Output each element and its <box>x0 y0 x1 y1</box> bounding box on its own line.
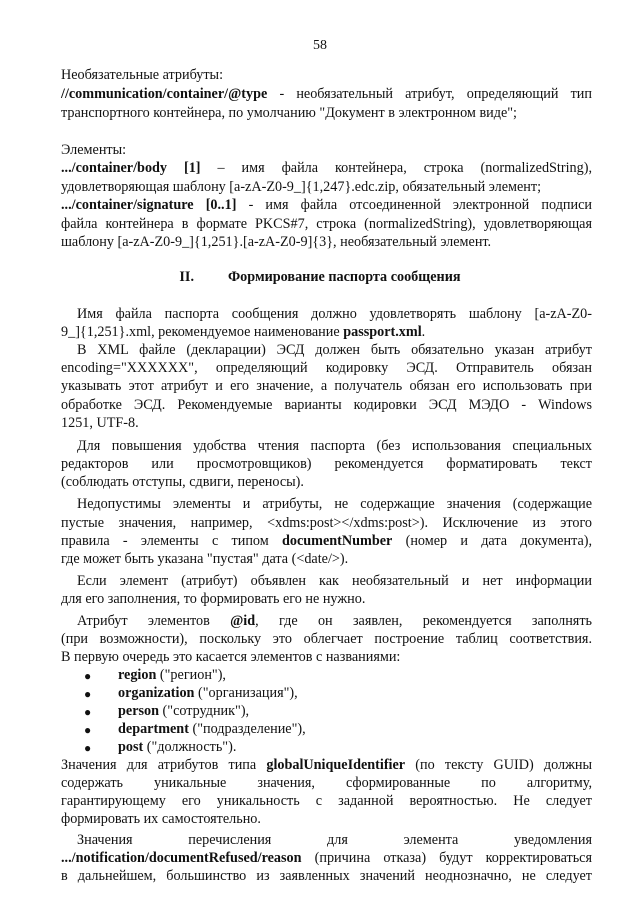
elements-label: Элементы: <box>61 142 127 158</box>
section-heading <box>0 268 640 287</box>
list-item <box>118 720 306 739</box>
paragraph-4-line-4: где может быть указана "пустая" дата (<date/>). <box>61 551 349 567</box>
element-body-line-2: удовлетворяющая шаблону [a-zA-Z0-9_]{1,247}.edc.zip, обязательный элемент; <box>61 179 542 195</box>
list-item-name: organization <box>118 685 195 701</box>
list-item <box>118 738 236 757</box>
paragraph-6-line-3: В первую очередь это касается элементов с названиями: <box>61 649 401 665</box>
element-signature-line-3: шаблону [a-zA-Z0-9_]{1,251}.[a-zA-Z0-9]{3}, необязательный элемент. <box>61 234 492 250</box>
paragraph-3-line-2: редакторов или просмотровщиков) рекомендуется форматировать текст <box>61 456 592 472</box>
list-item-name: region <box>118 667 157 683</box>
attribute-path: //communication/container/@type <box>61 86 268 102</box>
element-signature-description: - имя файла отсоединенной электронной подписи <box>248 197 592 213</box>
list-item-name: post <box>118 739 144 755</box>
list-item-name: person <box>118 703 159 719</box>
id-attribute: @id <box>230 613 256 629</box>
paragraph-7-line-2: содержать уникальные значения, сформированные по алгоритму, <box>61 775 592 791</box>
text-fragment: Значения для атрибутов типа <box>61 757 267 773</box>
paragraph-8-line-2 <box>61 849 592 868</box>
attribute-description: - необязательный атрибут, определяющий тип <box>267 86 592 102</box>
paragraph-8-line-1: Значения перечисления для элемента уведомления <box>77 832 592 848</box>
list-item <box>118 684 298 703</box>
page-number: 58 <box>313 38 327 53</box>
paragraph-2-line-3: указывать этот атрибут и его значение, а получатель обязан его использовать при <box>61 378 592 394</box>
paragraph-1-line-2 <box>61 323 592 342</box>
text-fragment: , где он заявлен, рекомендуется заполнять <box>255 613 592 629</box>
paragraph-5-line-2: для его заполнения, то формировать его не нужно. <box>61 591 366 607</box>
list-item-description: ("регион"), <box>156 667 226 683</box>
paragraph-8-line-3: в дальнейшем, большинство из заявленных значений неоднозначно, не следует <box>61 868 592 884</box>
passport-filename: passport.xml <box>343 324 422 340</box>
paragraph-7-line-1 <box>61 756 592 775</box>
bullet-icon: ● <box>84 705 92 719</box>
bullet-icon: ● <box>84 723 92 737</box>
section-title: Формирование паспорта сообщения <box>228 269 461 285</box>
list-item-description: ("организация"), <box>194 685 298 701</box>
element-body-path: .../container/body <box>61 160 168 176</box>
paragraph-1-line-1: Имя файла паспорта сообщения должно удовлетворять шаблону [a-zA-Z0- <box>77 306 592 322</box>
paragraph-6-line-2: (при возможности), поскольку это облегчает построение таблиц соответствия. <box>61 631 592 647</box>
element-signature-line <box>61 196 592 215</box>
list-item <box>118 702 249 721</box>
list-item-description: ("должность"). <box>143 739 237 755</box>
text-fragment: Атрибут элементов <box>77 613 231 629</box>
text-fragment: (номер и дата документа), <box>392 533 593 549</box>
list-item-name: department <box>118 721 189 737</box>
reason-element-path: .../notification/documentRefused/reason <box>61 850 302 866</box>
paragraph-4-line-2: пустые значения, например, <xdms:post></xdms:post>). Исключение из этого <box>61 515 592 531</box>
paragraph-7-line-3: гарантирующему его уникальность с заданной вероятностью. Не следует <box>61 793 592 809</box>
text-fragment: (причина отказа) будут корректироваться <box>301 850 592 866</box>
paragraph-2-line-1: В XML файле (декларации) ЭСД должен быть обязательно указан атрибут <box>77 342 592 358</box>
element-signature-line-2: файла контейнера в формате PKCS#7, строка (normalizedString), удовлетворяющая <box>61 216 592 232</box>
paragraph-2-line-4: обработке ЭСД. Рекомендуемые варианты кодировки ЭСД МЭДО - Windows <box>61 397 592 413</box>
paragraph-3-line-3: (соблюдать отступы, сдвиги, переносы). <box>61 474 304 490</box>
element-signature-path: .../container/signature <box>61 197 194 213</box>
bullet-icon: ● <box>84 741 92 755</box>
paragraph-4-line-3 <box>61 532 592 551</box>
document-number-type: documentNumber <box>281 533 393 549</box>
bullet-icon: ● <box>84 687 92 701</box>
section-number: II. <box>179 269 194 285</box>
paragraph-2-line-5: 1251, UTF-8. <box>61 415 139 431</box>
paragraph-5-line-1: Если элемент (атрибут) объявлен как необязательный и нет информации <box>77 573 592 589</box>
element-signature-multiplicity: [0..1] <box>205 197 237 213</box>
paragraph-6-line-1 <box>77 612 592 631</box>
element-body-line <box>61 159 592 178</box>
text-fragment: . <box>421 324 426 340</box>
text-fragment: (по тексту GUID) должны <box>405 757 592 773</box>
list-item-description: ("сотрудник"), <box>159 703 250 719</box>
paragraph-2-line-2: encoding="XXXXXX", определяющий кодировку ЭСД. Отправитель обязан <box>61 360 592 376</box>
optional-attribute-line <box>61 85 592 104</box>
text-fragment: 9_]{1,251}.xml, рекомендуемое наименование <box>61 324 344 340</box>
element-body-multiplicity: [1] <box>183 160 201 176</box>
paragraph-7-line-4: формировать их самостоятельно. <box>61 811 261 827</box>
text-fragment: правила - элементы с типом <box>61 533 282 549</box>
guid-type: globalUniqueIdentifier <box>266 757 406 773</box>
paragraph-4-line-1: Недопустимы элементы и атрибуты, не содержащие значения (содержащие <box>77 496 592 512</box>
optional-attribute-line-2: транспортного контейнера, по умолчанию "Документ в электронном виде"; <box>61 105 517 121</box>
bullet-icon: ● <box>84 669 92 683</box>
element-body-description: – имя файла контейнера, строка (normalizedString), <box>217 160 592 176</box>
list-item <box>118 666 226 685</box>
list-item-description: ("подразделение"), <box>188 721 306 737</box>
paragraph-3-line-1: Для повышения удобства чтения паспорта (без использования специальных <box>77 438 592 454</box>
optional-attributes-label: Необязательные атрибуты: <box>61 67 224 83</box>
